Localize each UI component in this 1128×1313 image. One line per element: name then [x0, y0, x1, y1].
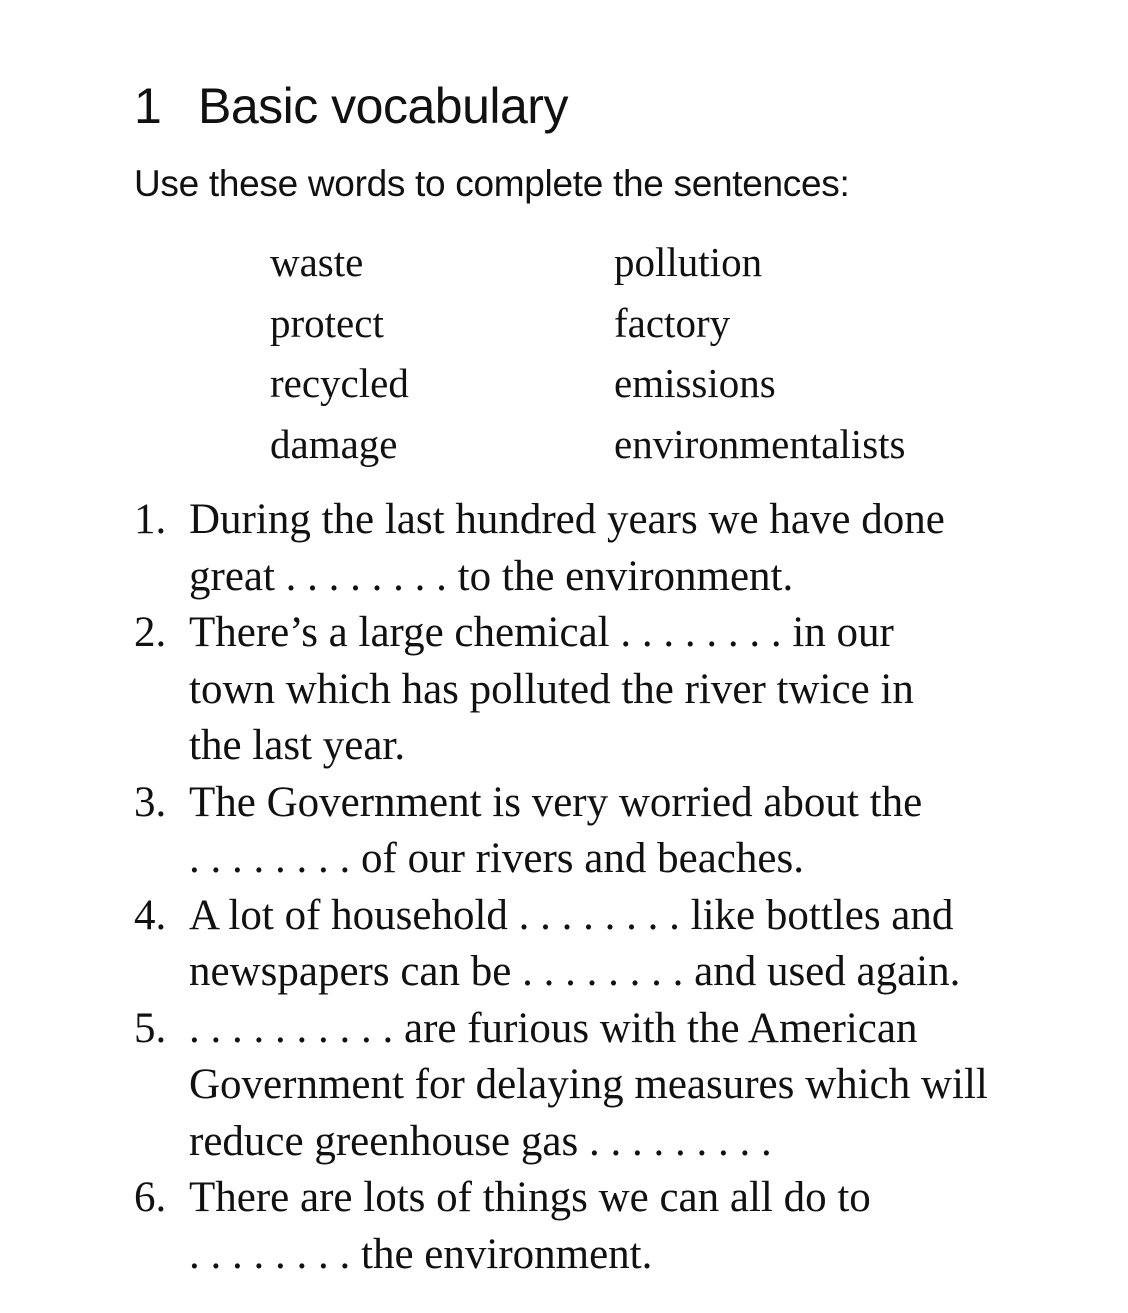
word-box-right-column — [614, 232, 906, 474]
exercise-item — [134, 1001, 988, 1171]
exercise-item — [134, 605, 988, 775]
exercise-item — [134, 1170, 988, 1283]
exercise-line: . . . . . . . . . . are furious with the American — [189, 1004, 918, 1052]
exercise-line: the last year. — [189, 722, 406, 769]
exercise-line: town which has polluted the river twice in — [189, 665, 914, 713]
word-box-word: recycled — [270, 360, 409, 406]
exercise-number: 2. — [134, 609, 167, 656]
exercise-line: reduce greenhouse gas . . . . . . . . . — [189, 1117, 772, 1165]
exercise-line: . . . . . . . . of our rivers and beaches. — [189, 835, 804, 882]
exercise-item — [134, 775, 988, 888]
word-box-word: damage — [270, 420, 398, 467]
exercise-item — [134, 888, 988, 1001]
word-box-word: pollution — [614, 239, 763, 285]
section-title: Basic vocabulary — [198, 78, 568, 134]
word-box-word: factory — [614, 299, 731, 346]
exercise-number: 3. — [134, 778, 167, 826]
word-box-left-column — [270, 232, 409, 474]
word-box-word: emissions — [614, 360, 776, 406]
exercise-line: newspapers can be . . . . . . . . and used again. — [189, 948, 961, 995]
exercise-line: There’s a large chemical . . . . . . . . in our — [189, 609, 894, 656]
exercise-line: great . . . . . . . . to the environment. — [189, 552, 794, 600]
instruction-text: Use these words to complete the sentences: — [134, 163, 850, 204]
word-box-word: environmentalists — [614, 420, 906, 467]
exercise-line: A lot of household . . . . . . . . like bottles and — [189, 891, 954, 939]
exercise-line: Government for delaying measures which will — [189, 1061, 988, 1108]
exercise-list — [134, 492, 988, 1283]
exercise-line: There are lots of things we can all do to — [189, 1174, 871, 1221]
exercise-line: . . . . . . . . the environment. — [189, 1230, 653, 1278]
section-number: 1 — [134, 78, 162, 134]
section-heading — [134, 76, 568, 136]
exercise-number: 1. — [134, 496, 167, 543]
word-box-word: waste — [270, 239, 364, 285]
exercise-item — [134, 492, 988, 605]
exercise-number: 4. — [134, 891, 167, 939]
word-box-word: protect — [270, 299, 384, 346]
exercise-number: 5. — [134, 1004, 167, 1052]
exercise-line: The Government is very worried about the — [189, 778, 923, 826]
exercise-number: 6. — [134, 1174, 167, 1221]
exercise-line: During the last hundred years we have done — [189, 496, 945, 543]
